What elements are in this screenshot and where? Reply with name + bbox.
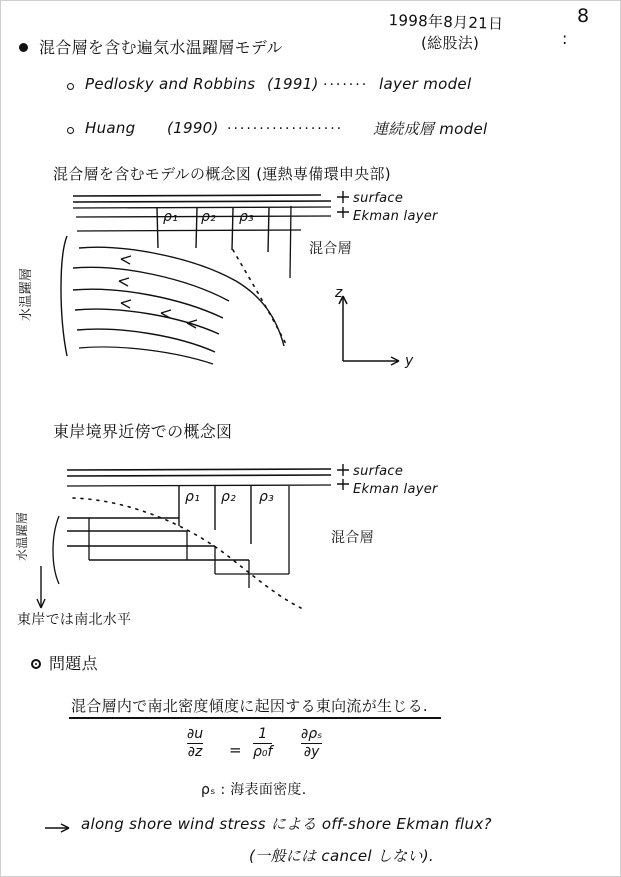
figure1-layer-rho1: ρ₁ [163,209,179,225]
figure1-layer-rho3: ρ₃ [239,209,255,225]
statement-underline [69,717,441,719]
figure1-diagram [1,186,621,386]
figure2-caption: 東岸境界近傍での概念図 [53,422,233,441]
equation-lhs [187,727,203,759]
figure1-thermocline-label: 水温躍層 [19,267,34,321]
ref2-result: 連続成層 model [373,120,488,138]
section2-bullet-icon [31,659,41,669]
equation-rhs2-denominator: ∂y [303,743,320,760]
figure1-axis-y-label: y [405,353,414,369]
figure2-ekman-label: Ekman layer [353,482,438,497]
ref1-leader: ······· [323,77,369,93]
ref2-author: Huang [85,119,136,137]
equation-definition: ρₛ : 海表面密度. [201,782,307,798]
header-colon: : [562,29,568,48]
figure2-layer-rho2: ρ₂ [221,489,237,505]
figure2-layer-rho3: ρ₃ [259,489,275,505]
ref2-year: (1990) [167,119,219,137]
section1-title: 混合層を含む遍気水温躍層モデル [39,38,283,57]
ref1-year: (1991) [267,75,319,93]
figure2-layer-rho1: ρ₁ [185,489,201,505]
equation-lhs-denominator: ∂z [187,743,203,760]
figure1-axis-z-label: z [335,285,343,301]
ref1-bullet-icon [67,83,74,90]
figure1-layer-rho2: ρ₂ [201,209,217,225]
equation-rhs-derivative [301,727,322,759]
figure1-mixed-layer-label: 混合層 [309,241,352,257]
equation-lhs-numerator: ∂u [187,726,204,742]
conclusion-arrow-icon [43,819,75,837]
figure2-surface-label: surface [353,464,404,479]
page-number: 8 [577,5,590,27]
figure2-mixed-layer-label: 混合層 [331,530,374,546]
equation-rhs-denominator: ρ₀f [253,743,273,760]
figure2-thermocline-label: 水温躍層 [15,511,29,561]
figure1-caption: 混合層を含むモデルの概念図 (運熱専備環申央部) [53,165,391,183]
section2-statement: 混合層内で南北密度傾度に起因する東向流が生じる. [71,697,428,715]
header-note: (総股法) [421,34,480,52]
section1-bullet-icon [19,43,28,52]
ref1-result: layer model [379,75,472,93]
ref1-author: Pedlosky and Robbins [85,75,256,93]
ref2-leader: ·················· [227,121,344,137]
equation-rhs-numerator: 1 [258,726,268,742]
figure2-note: 東岸では南北水平 [17,612,132,628]
conclusion-note: (一般には cancel しない). [249,847,434,865]
header-date: 1998年8月21日 [388,10,504,33]
equation-equals: = [229,741,242,759]
equation-rhs-coefficient [253,727,272,759]
conclusion-text: along shore wind stress による off-shore Ekman flux? [81,815,492,833]
figure1-ekman-label: Ekman layer [353,209,438,224]
section2-title: 問題点 [49,654,98,673]
ref2-bullet-icon [67,127,74,134]
equation-rhs2-numerator: ∂ρₛ [301,726,323,742]
figure1-surface-label: surface [353,191,404,206]
